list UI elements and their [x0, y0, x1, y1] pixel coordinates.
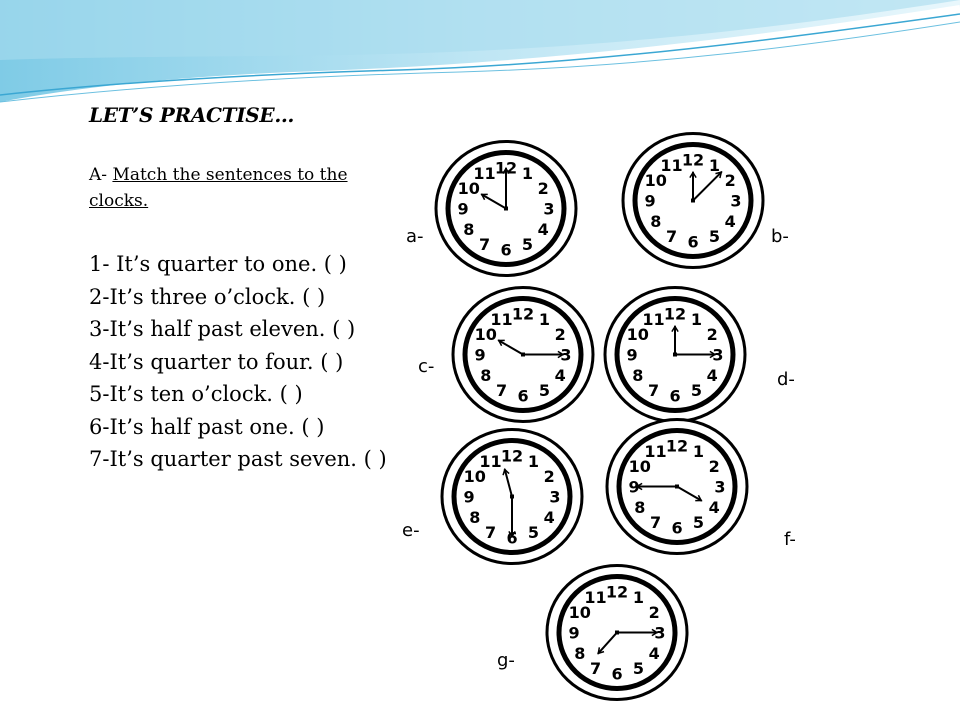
header-wave-decoration	[0, 0, 960, 120]
clock-numeral: 10	[644, 171, 667, 190]
clock-center	[675, 485, 679, 489]
clock-c	[448, 282, 598, 427]
clock-numeral: 7	[495, 381, 508, 400]
sentence-1: 1- It’s quarter to one. ( )	[89, 252, 347, 276]
clock-face-icon	[600, 282, 750, 427]
clock-numeral: 1	[690, 310, 703, 329]
clock-numeral: 6	[671, 518, 683, 538]
clock-numeral: 1	[692, 442, 705, 461]
clock-numeral: 4	[554, 366, 566, 385]
clock-label-e: e-	[402, 520, 420, 541]
sentence-2: 2-It’s three o’clock. ( )	[89, 284, 326, 309]
clock-numeral: 6	[687, 232, 699, 252]
clock-label-f: f-	[784, 529, 796, 550]
clock-numeral: 12	[511, 304, 535, 324]
clock-f	[602, 414, 752, 559]
clock-numeral: 3	[712, 345, 724, 365]
clock-numeral: 8	[632, 366, 644, 385]
clock-face-icon	[618, 128, 768, 273]
clock-numeral: 9	[474, 345, 486, 365]
clock-numeral: 11	[490, 310, 513, 329]
clock-numeral: 10	[628, 457, 651, 476]
clock-numeral: 5	[521, 235, 534, 254]
clock-numeral: 11	[584, 588, 607, 607]
clock-numeral: 3	[730, 191, 742, 211]
clock-face-icon	[448, 282, 598, 427]
clock-numeral: 4	[708, 498, 720, 517]
clock-center	[615, 631, 619, 635]
clock-e	[437, 424, 587, 569]
clock-numeral: 10	[474, 325, 497, 344]
sentence-6: 6-It’s half past one. ( )	[89, 414, 325, 439]
clock-numeral: 6	[506, 528, 518, 548]
clock-numeral: 6	[517, 386, 529, 406]
clock-label-b: b-	[771, 226, 789, 247]
clock-numeral: 11	[473, 164, 496, 183]
instruction-prefix: A-	[89, 165, 113, 185]
clock-label-c: c-	[418, 356, 435, 377]
clock-numeral: 8	[634, 498, 646, 517]
clock-numeral: 8	[574, 644, 586, 663]
clock-numeral: 11	[479, 452, 502, 471]
instruction-text: Match the sentences to the clocks.	[89, 165, 348, 211]
clock-numeral: 4	[648, 644, 660, 663]
clock-numeral: 2	[708, 457, 720, 476]
clock-face-icon	[542, 560, 692, 705]
clock-b	[618, 128, 768, 273]
clock-label-d: d-	[777, 369, 795, 390]
clock-numeral: 12	[494, 158, 518, 178]
clock-numeral: 9	[626, 345, 638, 365]
clock-numeral: 10	[457, 179, 480, 198]
clock-face-icon	[602, 414, 752, 559]
clock-d	[600, 282, 750, 427]
clock-numeral: 3	[654, 623, 666, 643]
clock-numeral: 9	[463, 487, 475, 507]
clock-numeral: 12	[663, 304, 687, 324]
clock-label-g: g-	[497, 650, 515, 671]
clock-numeral: 6	[611, 664, 623, 684]
clock-center	[510, 495, 514, 499]
clock-numeral: 5	[708, 227, 721, 246]
clock-numeral: 8	[469, 508, 481, 527]
clock-numeral: 1	[538, 310, 551, 329]
clock-numeral: 12	[605, 582, 629, 602]
clock-numeral: 9	[568, 623, 580, 643]
clock-numeral: 5	[692, 513, 705, 532]
clock-numeral: 9	[457, 199, 469, 219]
clock-numeral: 11	[660, 156, 683, 175]
clock-numeral: 4	[537, 220, 549, 239]
clock-numeral: 12	[681, 150, 705, 170]
clock-numeral: 2	[537, 179, 549, 198]
clock-numeral: 2	[543, 467, 555, 486]
clock-center	[673, 353, 677, 357]
clock-numeral: 10	[626, 325, 649, 344]
clock-numeral: 9	[644, 191, 656, 211]
clock-numeral: 6	[500, 240, 512, 260]
sentence-4: 4-It’s quarter to four. ( )	[89, 349, 344, 374]
clock-numeral: 2	[724, 171, 736, 190]
clock-numeral: 9	[628, 477, 640, 497]
clock-numeral: 12	[665, 436, 689, 456]
clock-numeral: 1	[708, 156, 721, 175]
clock-numeral: 2	[648, 603, 660, 622]
clock-numeral: 3	[543, 199, 555, 219]
sentence-list	[89, 248, 387, 476]
clock-numeral: 11	[642, 310, 665, 329]
clock-center	[504, 207, 508, 211]
clock-numeral: 3	[560, 345, 572, 365]
clock-numeral: 3	[714, 477, 726, 497]
clock-numeral: 11	[644, 442, 667, 461]
slide-title: LET’S PRACTISE…	[89, 103, 295, 127]
instruction	[89, 162, 409, 214]
clock-g	[542, 560, 692, 705]
clock-numeral: 3	[549, 487, 561, 507]
clock-numeral: 5	[527, 523, 540, 542]
sentence-5: 5-It’s ten o’clock. ( )	[89, 382, 303, 406]
clock-numeral: 1	[527, 452, 540, 471]
clock-numeral: 10	[463, 467, 486, 486]
clock-center	[521, 353, 525, 357]
clock-numeral: 5	[632, 659, 645, 678]
clock-numeral: 10	[568, 603, 591, 622]
clock-label-a: a-	[406, 226, 424, 247]
clock-numeral: 8	[463, 220, 475, 239]
clock-face-icon	[437, 424, 587, 569]
clock-numeral: 5	[538, 381, 551, 400]
clock-numeral: 7	[665, 227, 678, 246]
clock-numeral: 7	[589, 659, 602, 678]
clock-numeral: 7	[478, 235, 491, 254]
clock-numeral: 7	[649, 513, 662, 532]
clock-numeral: 1	[632, 588, 645, 607]
clock-numeral: 4	[543, 508, 555, 527]
clock-numeral: 4	[706, 366, 718, 385]
clock-numeral: 1	[521, 164, 534, 183]
clock-numeral: 2	[554, 325, 566, 344]
clock-numeral: 8	[480, 366, 492, 385]
clock-numeral: 7	[484, 523, 497, 542]
clock-numeral: 5	[690, 381, 703, 400]
clock-a	[431, 136, 581, 281]
clock-numeral: 7	[647, 381, 660, 400]
clock-center	[691, 199, 695, 203]
sentence-3: 3-It’s half past eleven. ( )	[89, 317, 356, 341]
clock-numeral: 4	[724, 212, 736, 231]
clock-numeral: 2	[706, 325, 718, 344]
clock-face-icon	[431, 136, 581, 281]
clock-numeral: 6	[669, 386, 681, 406]
clock-numeral: 12	[500, 446, 524, 466]
sentence-7: 7-It’s quarter past seven. ( )	[89, 447, 387, 471]
clock-numeral: 8	[650, 212, 662, 231]
